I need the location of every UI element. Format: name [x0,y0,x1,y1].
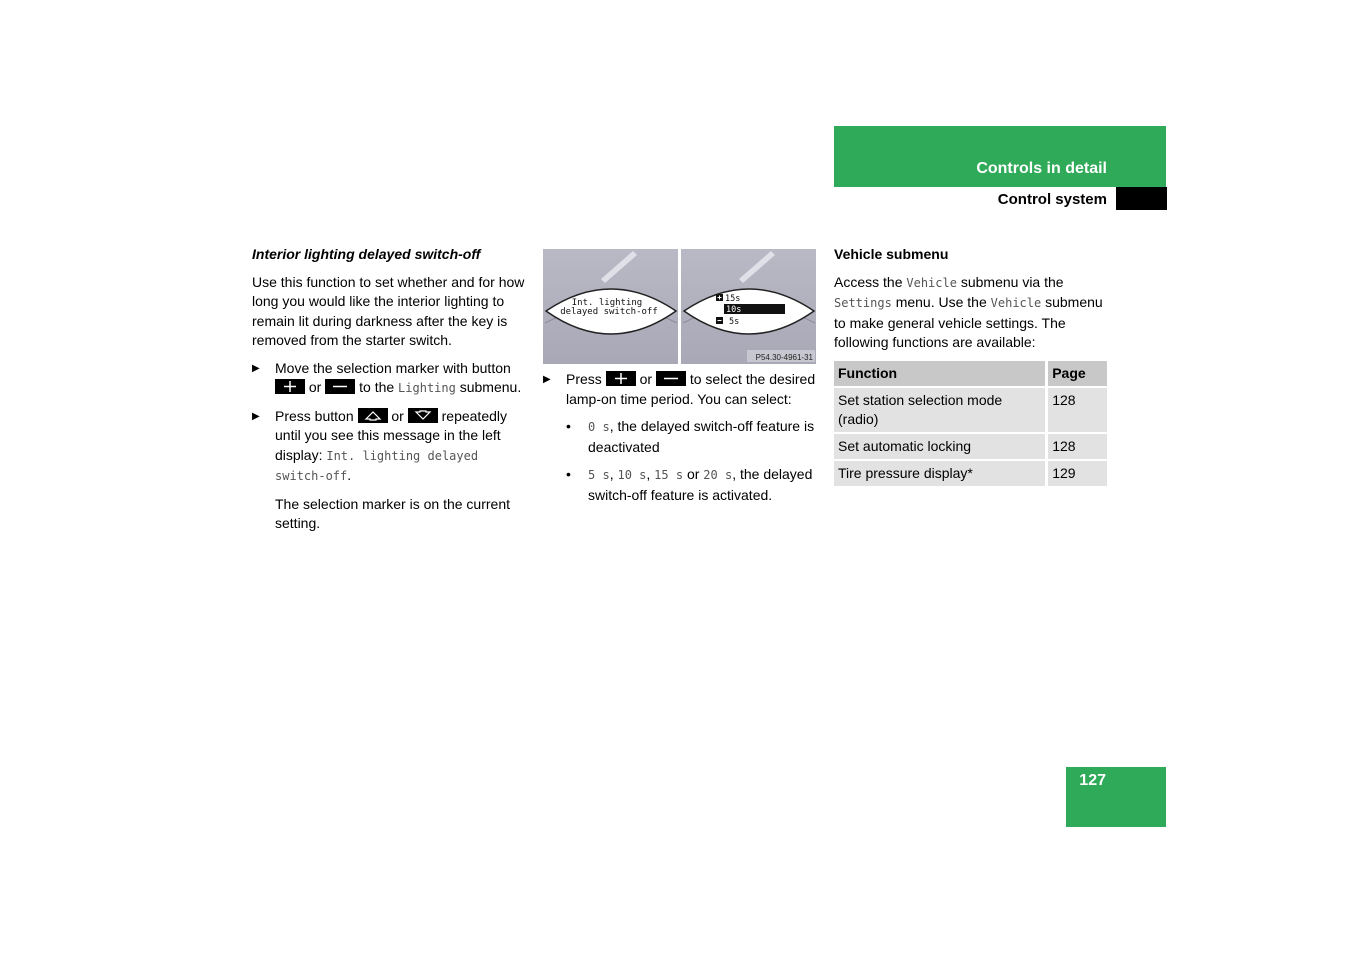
plus-button-icon [275,379,305,394]
vehicle-submenu-heading: Vehicle submenu [834,246,949,262]
vehicle-submenu-paragraph: Access the Vehicle submenu via the Settings menu. Use the Vehicle submenu to make general vehicle settings. The following functions are available: [834,273,1103,350]
table-header-page: Page [1047,361,1107,387]
section-heading: Interior lighting delayed switch-off [252,246,481,262]
column-2 [543,370,816,513]
down-arrow-button-icon [408,408,438,423]
page-number: 127 [1079,772,1106,789]
column-1 [252,245,525,542]
option-10s: 10s [726,305,742,315]
table-row: Set automatic locking 128 [834,433,1107,460]
step-move-marker: ▶ Move the selection marker with button or to the Lighting submenu. [252,359,522,395]
minus-button-icon [325,379,355,394]
list-item-activated: • 5 s, 10 s, 15 s or 20 s, the delayed switch-off feature is activated. [566,466,813,503]
up-arrow-button-icon [358,408,388,423]
table-header-function: Function [834,361,1047,387]
bullet-arrow-icon: ▶ [252,410,260,422]
table-header-row [834,361,1107,387]
option-5s: 5s [729,317,740,327]
display-text-line1: Int. lighting [571,298,643,308]
table-row: Set station selection mode (radio) 128 [834,387,1107,433]
option-15s: 15s [725,294,741,304]
intro-paragraph: Use this function to set whether and for how long you would like the interior lighting to remain lit during darkness after the key is removed from the starter switch. [252,273,525,348]
section-title: Controls in detail [976,160,1107,177]
code-int-lighting: Int. lighting delayed switch-off [275,448,479,483]
bullet-arrow-icon: ▶ [252,362,260,374]
display-text-line2: delayed switch-off [560,307,658,317]
bullet-arrow-icon: ▶ [543,374,551,385]
list-item-deactivated: • 0 s, the delayed switch-off feature is deactivated [566,418,815,455]
step-select-period: ▶ Press or to select the desired lamp-on time period. You can select: [543,371,816,407]
function-table [834,361,1107,488]
bullet-dot-icon: • [566,418,571,434]
bullet-dot-icon: • [566,466,571,482]
subsection-title: Control system [997,191,1107,208]
header-marker [1116,187,1167,210]
code-lighting: Lighting [398,381,456,395]
minus-button-icon [656,371,686,386]
table-row: Tire pressure display* 129 [834,460,1107,487]
instrument-display-figure [543,249,816,364]
column-3 [834,245,1107,488]
step-press-button: ▶ Press button or repeatedly until you see this message in the left display: Int. lighting delayed switch-off. [252,407,508,483]
figure-reference: P54.30-4961-31 [755,353,813,362]
note-paragraph: The selection marker is on the current setting. [275,495,510,531]
plus-button-icon [606,371,636,386]
